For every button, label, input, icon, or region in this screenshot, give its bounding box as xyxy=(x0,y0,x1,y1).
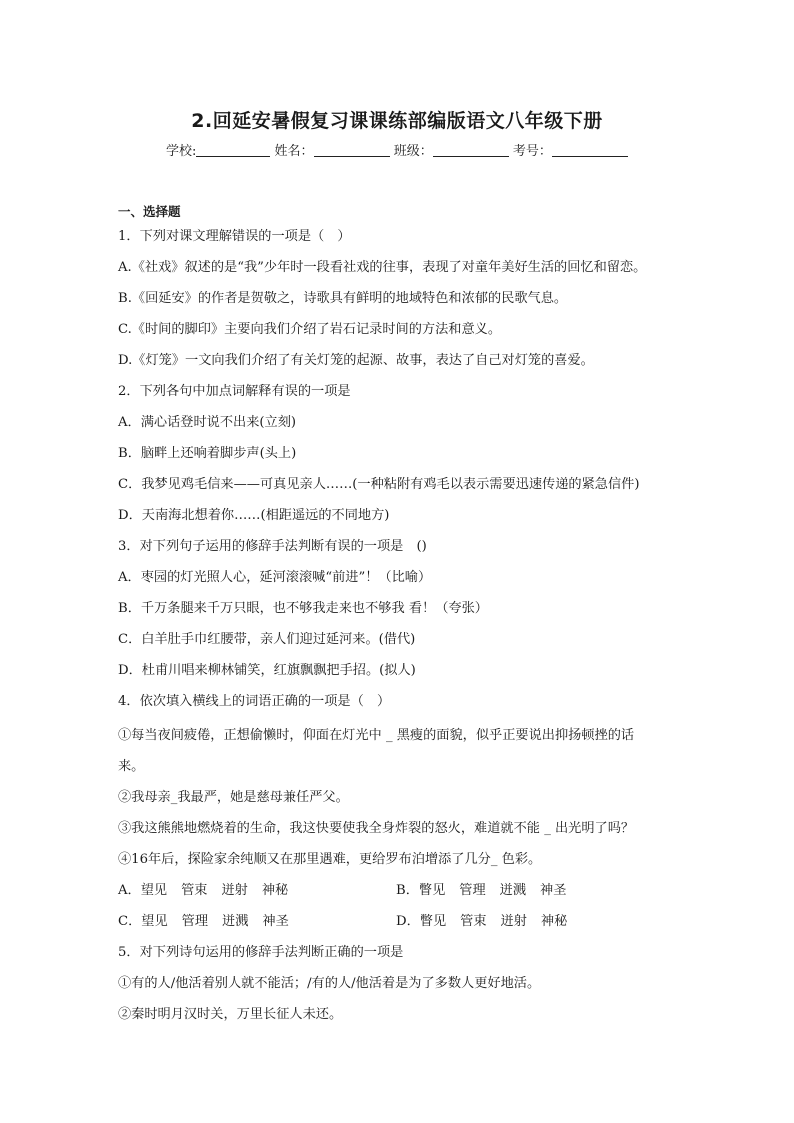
option-label: D． xyxy=(396,914,420,929)
question-2-option-b: B．脑畔上还响着脚步声(头上) xyxy=(118,446,297,461)
option-word: 管理 xyxy=(181,914,209,929)
question-4-sentence-1-cont: 来。 xyxy=(118,759,145,774)
option-word: 神秘 xyxy=(261,883,289,898)
question-3-option-a: A．枣园的灯光照人心，延河滚滚喊“前进”！（比喻） xyxy=(118,570,432,585)
question-4-option-d xyxy=(396,913,581,931)
question-5-stem: 5．对下列诗句运用的修辞手法判断正确的一项是 xyxy=(118,945,404,960)
question-3-option-b: B．千万条腿来千万只眼，也不够我走来也不够我 看！（夸张） xyxy=(118,601,488,616)
number-label: 考号： xyxy=(512,144,552,159)
question-3-option-d: D．杜甫川唱来柳林铺笑，红旗飘飘把手招。(拟人) xyxy=(118,663,416,678)
question-5-sentence-1: ①有的人/他活着别人就不能活；/有的人/他活着是为了多数人更好地活。 xyxy=(118,976,541,991)
option-label: C． xyxy=(118,914,142,929)
student-info-row xyxy=(166,140,628,159)
question-5-sentence-2: ②秦时明月汉时关，万里长征人未还。 xyxy=(118,1007,343,1022)
question-4-sentence-4: ④16年后，探险家余纯顺又在那里遇难，更给罗布泊增添了几分_ 色彩。 xyxy=(118,852,542,867)
question-2-option-c: C．我梦见鸡毛信来——可真见亲人……(一种粘附有鸡毛以表示需要迅速传递的紧急信件) xyxy=(118,477,640,492)
option-word: 望见 xyxy=(141,914,168,929)
question-4-option-c xyxy=(118,913,303,931)
question-4-sentence-2: ②我母亲_我最严，她是慈母兼任严父。 xyxy=(118,790,349,805)
question-1-option-c: C.《时间的脚印》主要向我们介绍了岩石记录时间的方法和意义。 xyxy=(118,322,502,337)
option-word: 望见 xyxy=(140,883,168,898)
class-label: 班级： xyxy=(393,144,433,159)
option-word: 管束 xyxy=(460,914,487,929)
question-3-stem: 3．对下列句子运用的修辞手法判断有误的一项是 () xyxy=(118,539,427,554)
school-blank[interactable] xyxy=(196,142,270,157)
option-word: 神圣 xyxy=(262,914,289,929)
question-4-sentence-1: ①每当夜间疲倦，正想偷懒时，仰面在灯光中 _ 黑瘦的面貌，似乎正要说出抑扬顿挫的话 xyxy=(118,728,635,743)
number-blank[interactable] xyxy=(552,142,628,157)
question-4-option-a xyxy=(118,882,302,900)
question-1-option-b: B.《回延安》的作者是贺敬之，诗歌具有鲜明的地域特色和浓郁的民歌气息。 xyxy=(118,291,568,306)
question-2-option-d: D．天南海北想着你……(相距遥远的不同地方) xyxy=(118,508,390,523)
class-blank[interactable] xyxy=(433,142,509,157)
question-4-option-b xyxy=(396,882,580,900)
option-label: A． xyxy=(118,883,141,898)
name-label: 姓名： xyxy=(274,144,314,159)
option-word: 迸溅 xyxy=(499,883,527,898)
name-blank[interactable] xyxy=(314,142,390,157)
question-1-stem: 1．下列对课文理解错误的一项是（ ） xyxy=(118,229,351,244)
option-word: 管理 xyxy=(459,883,486,898)
question-2-option-a: A．满心话登时说不出来(立刻) xyxy=(118,415,297,430)
option-word: 瞥见 xyxy=(418,883,446,898)
option-word: 迸溅 xyxy=(222,914,249,929)
section-heading: 一、选择题 xyxy=(118,204,181,219)
page-title: 2.回延安暑假复习课课练部编版语文八年级下册 xyxy=(191,110,603,132)
option-label: B． xyxy=(396,883,419,898)
question-2-stem: 2．下列各句中加点词解释有误的一项是 xyxy=(118,384,351,399)
question-1-option-a: A.《社戏》叙述的是“我”少年时一段看社戏的往事，表现了对童年美好生活的回忆和留恋。 xyxy=(118,260,647,275)
question-3-option-c: C．白羊肚手巾红腰带，亲人们迎过延河来。(借代) xyxy=(118,632,416,647)
option-word: 迸射 xyxy=(221,883,248,898)
option-word: 神圣 xyxy=(540,883,567,898)
question-1-option-d: D.《灯笼》一文向我们介绍了有关灯笼的起源、故事，表达了自己对灯笼的喜爱。 xyxy=(118,353,594,368)
question-4-sentence-3: ③我这熊熊地燃烧着的生命，我这快要使我全身炸裂的怒火，难道就不能 _ 出光明了吗？ xyxy=(118,821,635,836)
question-4-stem: 4．依次填入横线上的词语正确的一项是（ ） xyxy=(118,694,391,709)
option-word: 瞥见 xyxy=(419,914,447,929)
school-label: 学校: xyxy=(166,144,197,159)
option-word: 迸射 xyxy=(500,914,527,929)
option-word: 管束 xyxy=(181,883,208,898)
option-word: 神秘 xyxy=(540,914,568,929)
